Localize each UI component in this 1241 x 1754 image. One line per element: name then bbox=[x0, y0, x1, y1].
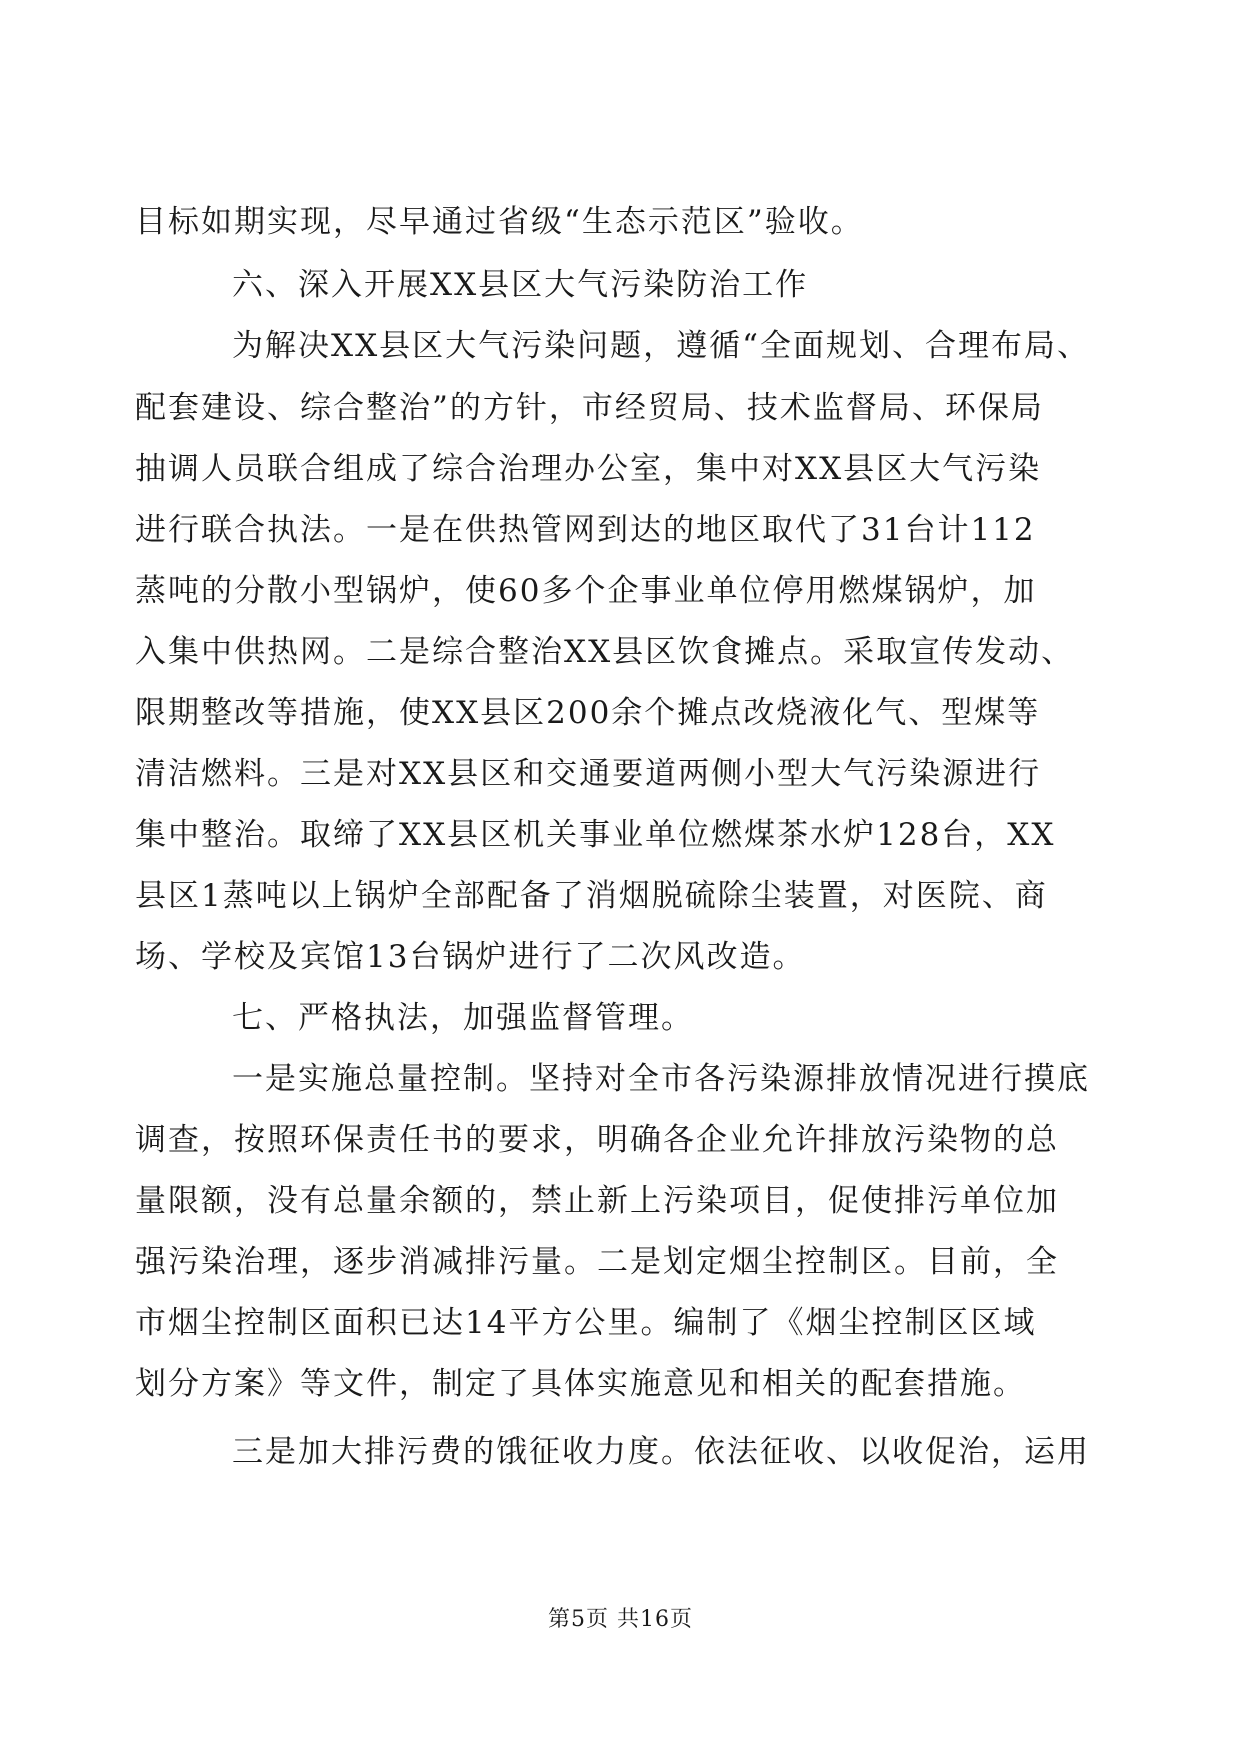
text-line-18: 强污染治理，逐步消减排污量。二是划定烟尘控制区。目前，全 bbox=[135, 1244, 1059, 1280]
section-heading-6: 六、深入开展XX县区大气污染防治工作 bbox=[232, 267, 809, 303]
text-line-1: 目标如期实现，尽早通过省级“生态示范区”验收。 bbox=[135, 204, 864, 240]
text-line-7: 蒸吨的分散小型锅炉，使60多个企事业单位停用燃煤锅炉，加 bbox=[135, 573, 1037, 609]
text-line-8: 入集中供热网。二是综合整治XX县区饮食摊点。采取宣传发动、 bbox=[135, 634, 1075, 670]
text-line-16: 调查，按照环保责任书的要求，明确各企业允许排放污染物的总 bbox=[135, 1122, 1059, 1158]
text-line-10: 清洁燃料。三是对XX县区和交通要道两侧小型大气污染源进行 bbox=[135, 756, 1042, 792]
text-line-4: 配套建设、综合整治”的方针，市经贸局、技术监督局、环保局 bbox=[135, 390, 1044, 426]
text-line-20: 划分方案》等文件，制定了具体实施意见和相关的配套措施。 bbox=[135, 1366, 1026, 1402]
text-line-11: 集中整治。取缔了XX县区机关事业单位燃煤茶水炉128台，XX bbox=[135, 817, 1056, 853]
text-line-5: 抽调人员联合组成了综合治理办公室，集中对XX县区大气污染 bbox=[135, 451, 1042, 487]
text-line-15: 一是实施总量控制。坚持对全市各污染源排放情况进行摸底 bbox=[232, 1061, 1090, 1097]
text-line-9: 限期整改等措施，使XX县区200余个摊点改烧液化气、型煤等 bbox=[135, 695, 1041, 731]
text-line-19: 市烟尘控制区面积已达14平方公里。编制了《烟尘控制区区域 bbox=[135, 1305, 1037, 1341]
text-line-21: 三是加大排污费的饿征收力度。依法征收、以收促治，运用 bbox=[232, 1434, 1090, 1470]
text-line-13: 场、学校及宾馆13台锅炉进行了二次风改造。 bbox=[135, 939, 806, 975]
text-line-3: 为解决XX县区大气污染问题，遵循“全面规划、合理布局、 bbox=[232, 328, 1090, 364]
text-line-12: 县区1蒸吨以上锅炉全部配备了消烟脱硫除尘装置，对医院、商 bbox=[135, 878, 1048, 914]
text-line-6: 进行联合执法。一是在供热管网到达的地区取代了31台计112 bbox=[135, 512, 1036, 548]
page-number-footer: 第5页 共16页 bbox=[548, 1607, 693, 1632]
text-line-17: 量限额，没有总量余额的，禁止新上污染项目，促使排污单位加 bbox=[135, 1183, 1059, 1219]
section-heading-7: 七、严格执法，加强监督管理。 bbox=[232, 1000, 694, 1036]
